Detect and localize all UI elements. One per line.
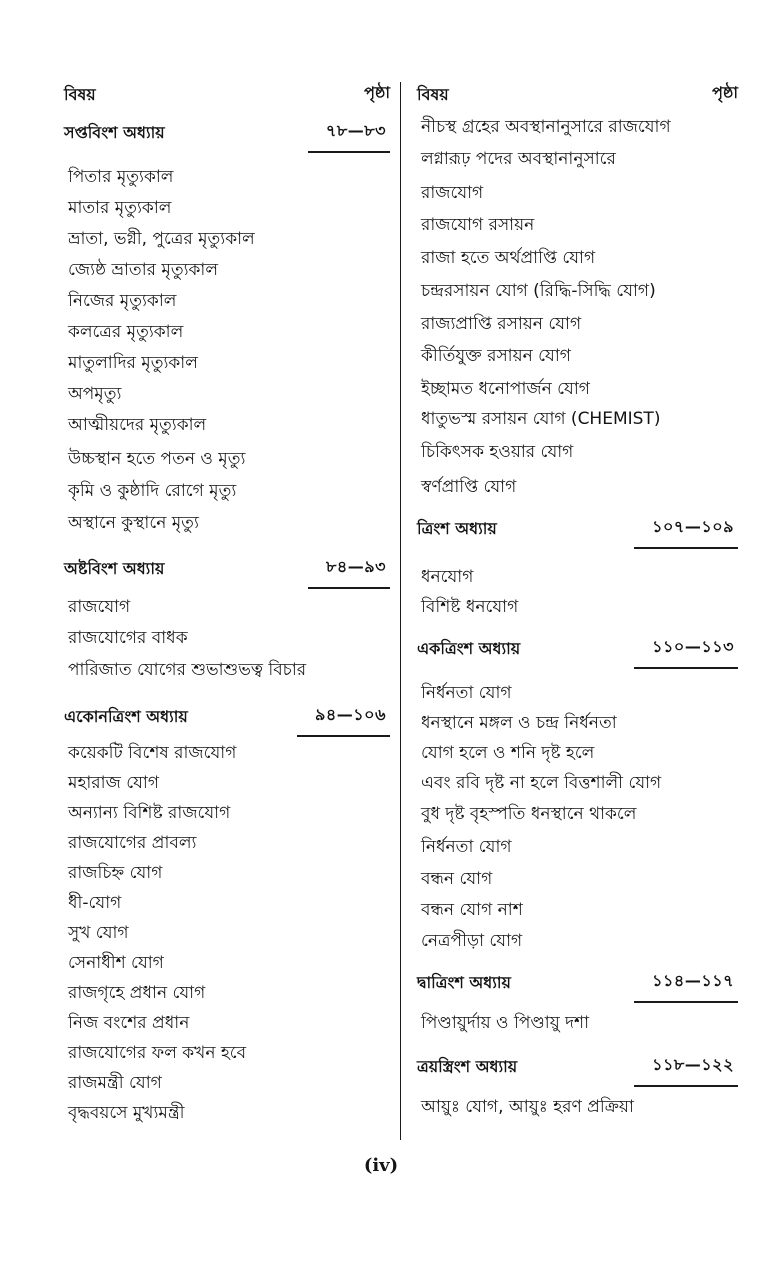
contents-entry: কৃমি ও কুষ্ঠাদি রোগে মৃত্যু [68, 481, 237, 501]
contents-entry: বন্ধন যোগ নাশ [421, 900, 523, 920]
chapter-page-range: ১১৪—১১৭ [634, 968, 738, 1003]
contents-entry: বন্ধন যোগ [421, 869, 493, 889]
contents-entry: সুখ যোগ [68, 923, 129, 943]
contents-entry: উচ্চস্থান হতে পতন ও মৃত্যু [68, 449, 246, 469]
chapter-heading [60, 554, 390, 588]
chapter-page-range: ১১০—১১৩ [634, 634, 738, 669]
contents-entry: আত্মীয়দের মৃত্যুকাল [68, 415, 207, 435]
page-heading: পৃষ্ঠা [364, 83, 390, 102]
page-number: (iv) [363, 1155, 399, 1176]
contents-entry: রাজযোগ রসায়ন [421, 215, 535, 235]
contents-entry: নির্ধনতা যোগ [421, 683, 512, 703]
contents-entry: সেনাধীশ যোগ [68, 953, 164, 973]
contents-entry: চিকিৎসক হওয়ার যোগ [421, 442, 574, 462]
chapter-title: একত্রিংশ অধ্যায় [417, 639, 521, 658]
chapter-page-range: ৭৮—৮৩ [308, 118, 390, 153]
contents-entry: যোগ হলে ও শনি দৃষ্ট হলে [421, 743, 595, 763]
contents-entry: কলত্রের মৃত্যুকাল [68, 322, 184, 342]
contents-entry: জ্যেষ্ঠ ভ্রাতার মৃত্যুকাল [68, 260, 218, 280]
left-column-header [60, 80, 390, 108]
chapter-page-range: ১০৭—১০৯ [634, 514, 738, 549]
contents-entry: এবং রবি দৃষ্ট না হলে বিত্তশালী যোগ [421, 773, 662, 793]
contents-entry: রাজা হতে অর্থপ্রাপ্তি যোগ [421, 248, 596, 268]
chapter-title: ত্রয়স্ত্রিংশ অধ্যায় [417, 1057, 518, 1076]
contents-entry: চন্দ্ররসায়ন যোগ (রিদ্ধি-সিদ্ধি যোগ) [421, 281, 656, 301]
column-divider [400, 82, 401, 1140]
chapter-title: একোনত্রিংশ অধ্যায় [64, 707, 188, 726]
contents-entry: রাজ্যপ্রাপ্তি রসায়ন যোগ [421, 314, 582, 334]
contents-entry: স্বর্ণপ্রাপ্তি যোগ [421, 477, 517, 497]
chapter-page-range: ৯৪—১০৬ [297, 702, 390, 737]
contents-entry: বিশিষ্ট ধনযোগ [421, 597, 519, 617]
contents-entry: অন্যান্য বিশিষ্ট রাজযোগ [68, 803, 231, 823]
contents-entry: ধাতুভস্ম রসায়ন যোগ (CHEMIST) [421, 409, 661, 429]
page-heading: পৃষ্ঠা [712, 83, 738, 102]
chapter-heading [60, 702, 390, 736]
contents-entry: নেত্রপীড়া যোগ [421, 931, 523, 951]
chapter-page-range: ১১৮—১২২ [634, 1052, 738, 1087]
contents-entry: নিজের মৃত্যুকাল [68, 291, 177, 311]
contents-entry: ইচ্ছামত ধনোপার্জন যোগ [421, 379, 590, 399]
contents-entry: রাজমন্ত্রী যোগ [68, 1073, 162, 1093]
contents-entry: কীর্তিযুক্ত রসায়ন যোগ [421, 346, 571, 366]
contents-entry: নিজ বংশের প্রধান [68, 1013, 190, 1033]
contents-entry: পারিজাত যোগের শুভাশুভত্ব বিচার [68, 660, 307, 680]
chapter-heading [413, 968, 738, 1002]
contents-entry: মহারাজ যোগ [68, 773, 159, 793]
contents-entry: অস্থানে কুস্থানে মৃত্যু [68, 513, 199, 533]
contents-entry: কয়েকটি বিশেষ রাজযোগ [68, 743, 237, 763]
chapter-title: দ্বাত্রিংশ অধ্যায় [417, 973, 511, 992]
contents-entry: পিণ্ডায়ুর্দায় ও পিণ্ডায়ু দশা [421, 1013, 590, 1033]
contents-entry: রাজযোগ [68, 597, 131, 617]
contents-entry: লগ্নারূঢ় পদের অবস্থানানুসারে [421, 149, 616, 169]
contents-entry: মাতার মৃত্যুকাল [68, 198, 172, 218]
subject-heading: বিষয় [64, 85, 96, 104]
contents-entry: ধনস্থানে মঙ্গল ও চন্দ্র নির্ধনতা [421, 713, 617, 733]
chapter-heading [60, 118, 390, 152]
contents-entry: রাজযোগের ফল কখন হবে [68, 1043, 247, 1063]
chapter-page-range: ৮৪—৯৩ [308, 554, 390, 589]
contents-entry: আয়ুঃ যোগ, আয়ুঃ হরণ প্রক্রিয়া [421, 1097, 634, 1117]
chapter-heading [413, 1052, 738, 1086]
chapter-title: ত্রিংশ অধ্যায় [417, 519, 497, 538]
chapter-heading [413, 634, 738, 668]
contents-entry: বুধ দৃষ্ট বৃহস্পতি ধনস্থানে থাকলে [421, 804, 637, 824]
contents-entry: অপমৃত্যু [68, 384, 122, 404]
contents-entry: পিতার মৃত্যুকাল [68, 167, 174, 187]
contents-entry: ধী-যোগ [68, 893, 122, 913]
chapter-title: সপ্তবিংশ অধ্যায় [64, 123, 165, 142]
contents-entry: নীচস্থ গ্রহের অবস্থানানুসারে রাজযোগ [421, 117, 671, 137]
right-column-header [413, 80, 738, 108]
contents-entry: রাজযোগের প্রাবল্য [68, 833, 197, 853]
subject-heading: বিষয় [417, 85, 449, 104]
contents-entry: বৃদ্ধবয়সে মুখ্যমন্ত্রী [68, 1103, 185, 1123]
contents-entry: নির্ধনতা যোগ [421, 837, 512, 857]
chapter-title: অষ্টবিংশ অধ্যায় [64, 559, 165, 578]
contents-entry: রাজচিহ্ন যোগ [68, 863, 163, 883]
contents-entry: ভ্রাতা, ভগ্নী, পুত্রের মৃত্যুকাল [68, 229, 255, 249]
contents-entry: রাজযোগ [421, 183, 484, 203]
contents-entry: রাজযোগের বাধক [68, 628, 188, 648]
chapter-heading [413, 514, 738, 548]
contents-entry: মাতুলাদির মৃত্যুকাল [68, 353, 198, 373]
contents-entry: রাজগৃহে প্রধান যোগ [68, 983, 206, 1003]
contents-entry: ধনযোগ [421, 567, 474, 587]
